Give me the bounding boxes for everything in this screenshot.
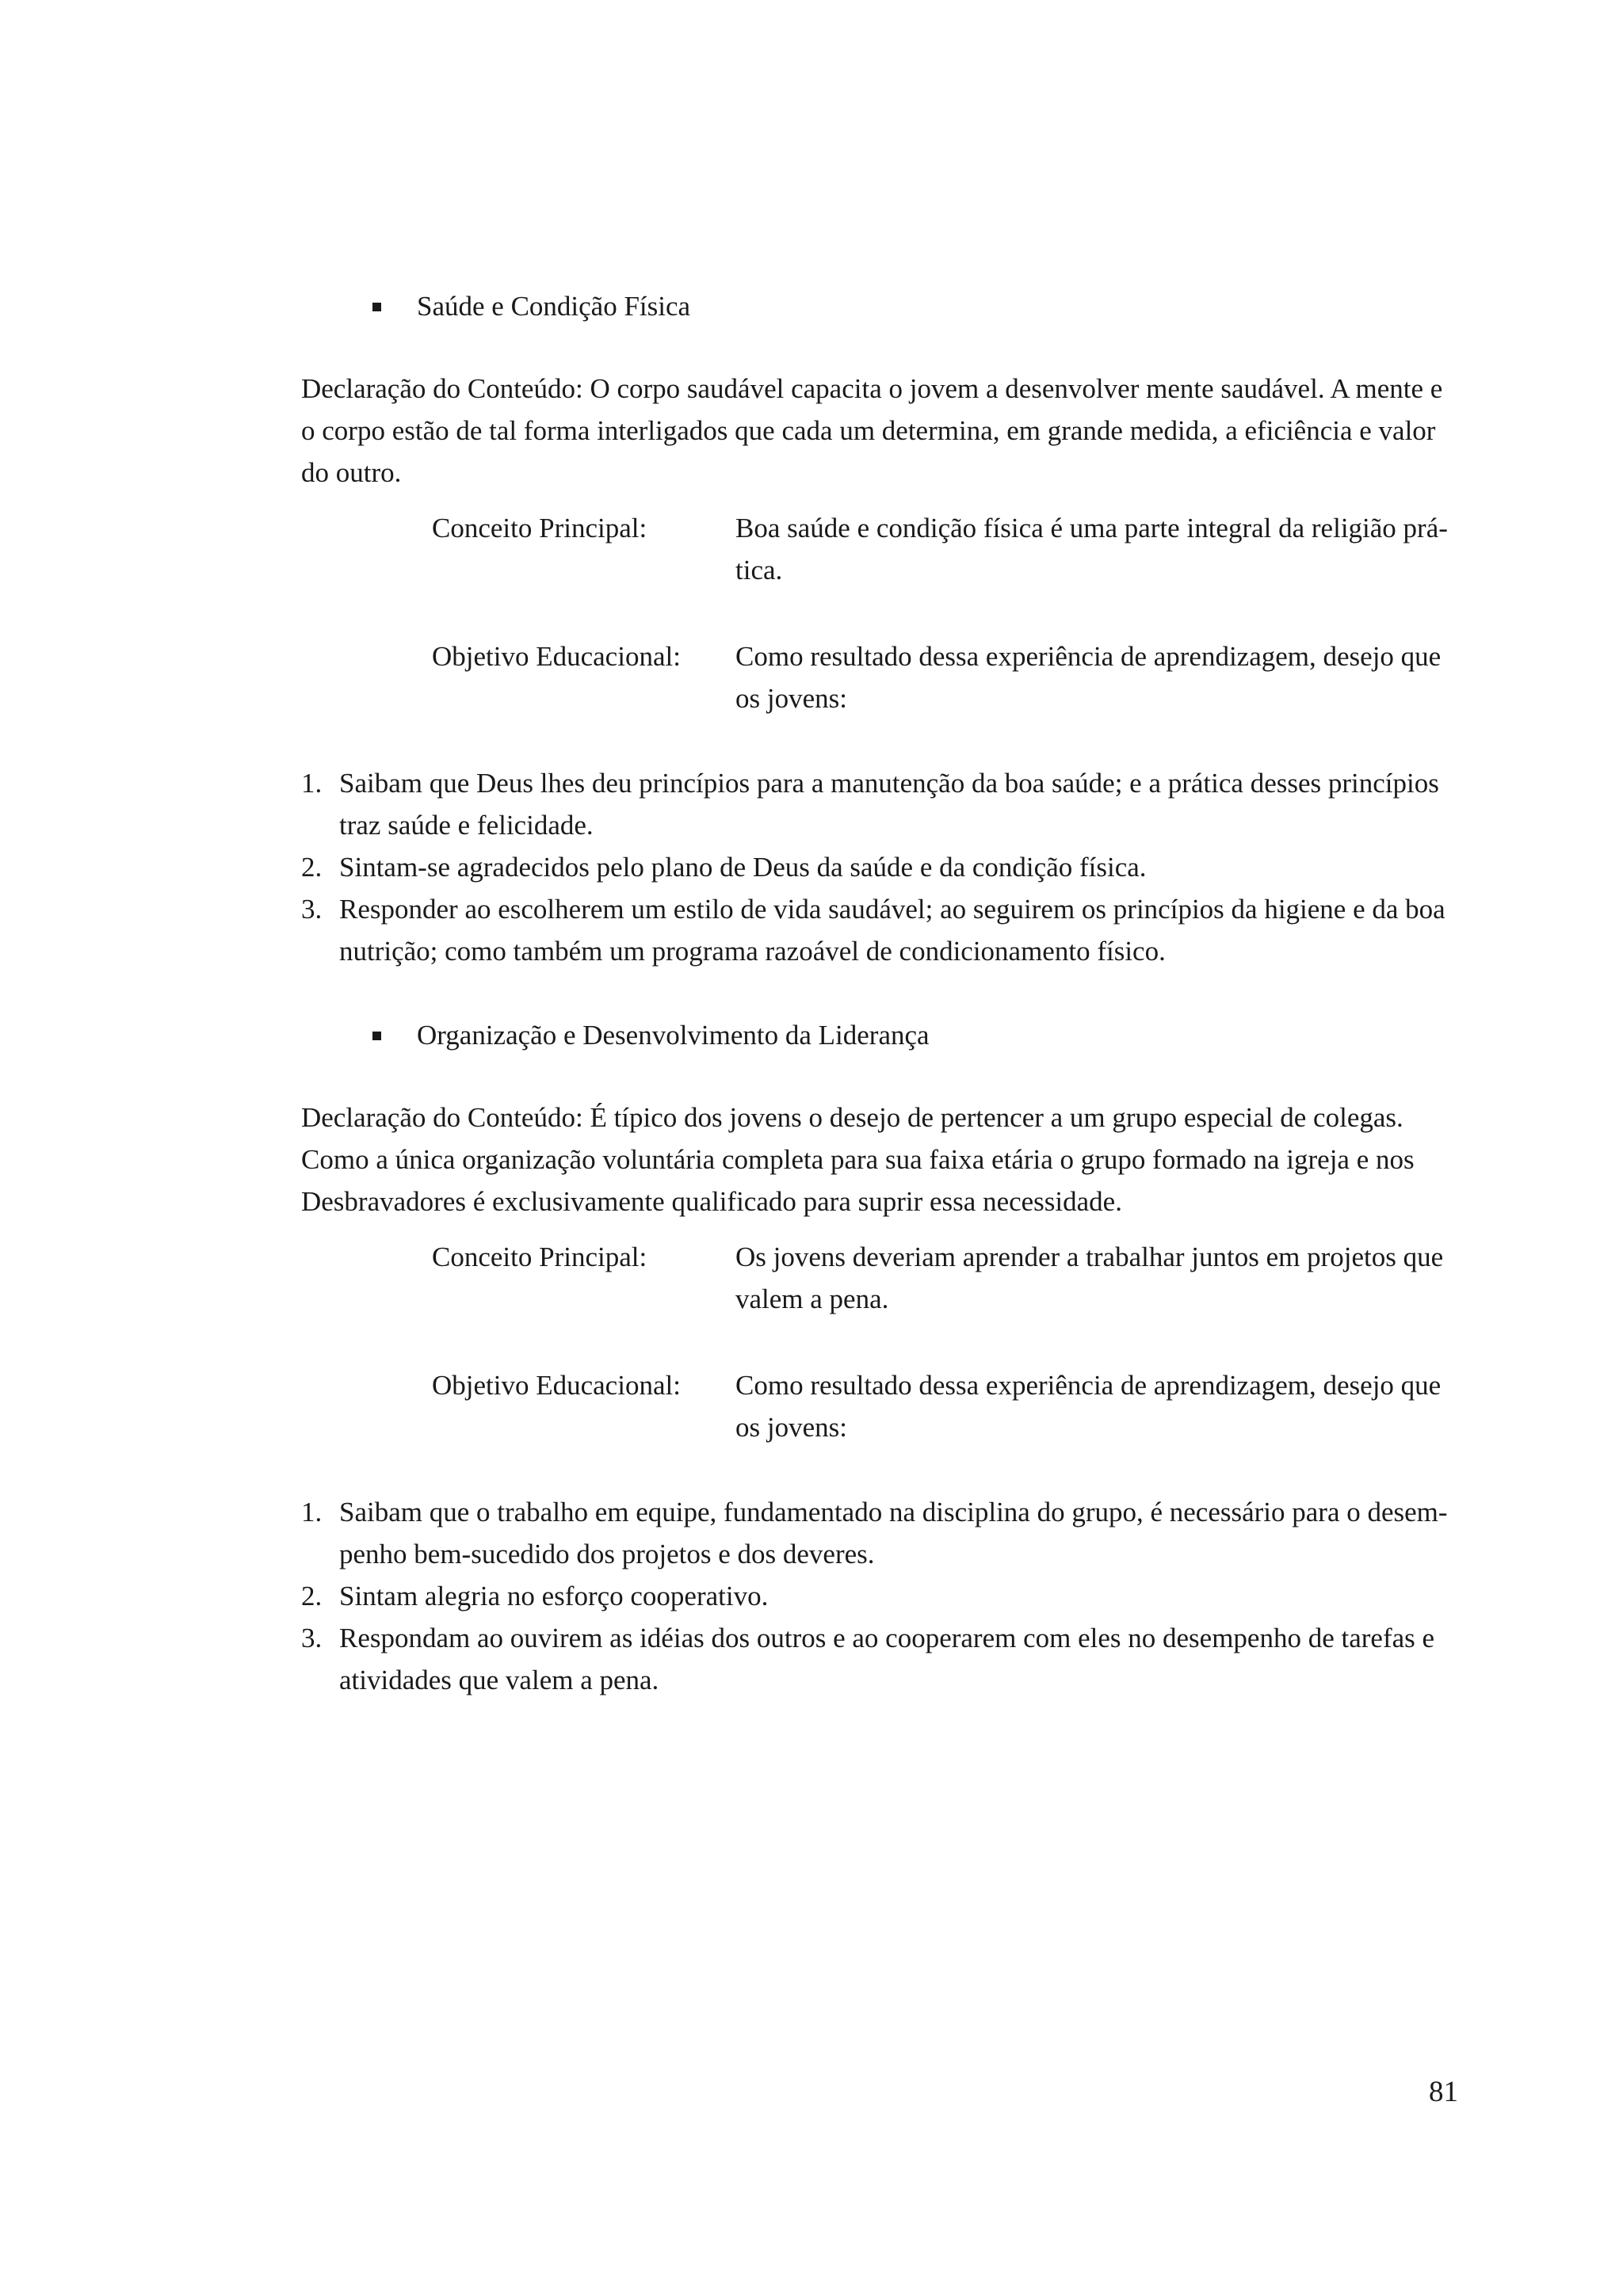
list-item: [301, 1617, 1442, 1701]
content-declaration: [301, 368, 1442, 494]
list-item-line: nutrição; como também um programa razoável de condicionamento físico.: [339, 936, 1166, 967]
content-declaration: [301, 1097, 1442, 1222]
concept-line: Os jovens deveriam aprender a trabalhar juntos em projetos que: [735, 1241, 1444, 1272]
objectives-list: [301, 1491, 1448, 1701]
list-item-line: Saibam que Deus lhes deu princípios para a manutenção da boa saúde; e a prática desses princípios: [339, 768, 1439, 799]
declaration-line: o corpo estão de tal forma interligados que cada um determina, em grande medida, a eficiência e valor: [301, 415, 1436, 446]
list-item-number: 1.: [301, 1497, 323, 1527]
list-item: [301, 888, 1445, 972]
objective-line: Como resultado dessa experiência de aprendizagem, desejo que: [735, 1370, 1442, 1401]
objective-value: [735, 635, 1442, 719]
declaration-line: Como a única organização voluntária completa para sua faixa etária o grupo formado na igreja e nos: [301, 1144, 1415, 1175]
list-item-line: Responder ao escolherem um estilo de vida saudável; ao seguirem os princípios da higiene e da boa: [339, 894, 1445, 925]
objective-line: Como resultado dessa experiência de aprendizagem, desejo que: [735, 641, 1442, 672]
concept-line: valem a pena.: [735, 1283, 889, 1314]
list-item-number: 3.: [301, 894, 323, 925]
page-number: 81: [1429, 2076, 1458, 2108]
square-bullet-icon: [372, 303, 381, 311]
list-item-number: 3.: [301, 1623, 323, 1653]
objective-label: Objetivo Educacional:: [432, 1370, 681, 1401]
objective-label: Objetivo Educacional:: [432, 641, 681, 672]
list-item-line: atividades que valem a pena.: [339, 1665, 659, 1695]
concept-line: tica.: [735, 555, 783, 585]
list-item-number: 1.: [301, 768, 323, 799]
declaration-line: do outro.: [301, 457, 402, 488]
objective-line: os jovens:: [735, 1412, 847, 1443]
declaration-line: Desbravadores é exclusivamente qualificado para suprir essa necessidade.: [301, 1186, 1122, 1217]
concept-line: Boa saúde e condição física é uma parte integral da religião prá-: [735, 513, 1448, 543]
list-item-line: Saibam que o trabalho em equipe, fundamentado na disciplina do grupo, é necessário para o desem-: [339, 1497, 1448, 1527]
list-item-line: penho bem-sucedido dos projetos e dos deveres.: [339, 1539, 875, 1569]
concept-label: Conceito Principal:: [432, 513, 647, 543]
concept-label: Conceito Principal:: [432, 1241, 647, 1272]
section-heading-text: Saúde e Condição Física: [417, 291, 691, 322]
list-item-line: Respondam ao ouvirem as idéias dos outros e ao cooperarem com eles no desempenho de tarefas e: [339, 1623, 1435, 1653]
section-heading-text: Organização e Desenvolvimento da Liderança: [417, 1020, 930, 1051]
list-item-line: Sintam-se agradecidos pelo plano de Deus da saúde e da condição física.: [339, 852, 1147, 883]
list-item-line: Sintam alegria no esforço cooperativo.: [339, 1581, 769, 1611]
declaration-line: Declaração do Conteúdo: O corpo saudável capacita o jovem a desenvolver mente saudável. A mente e: [301, 373, 1443, 404]
objective-value: [735, 1364, 1442, 1448]
objectives-list: [301, 762, 1445, 972]
list-item: [301, 762, 1442, 846]
list-item: [301, 846, 1442, 888]
list-item: [301, 1575, 1442, 1617]
concept-value: [735, 507, 1448, 591]
list-item: [301, 1491, 1448, 1575]
list-item-number: 2.: [301, 852, 323, 883]
declaration-line: Declaração do Conteúdo: É típico dos jovens o desejo de pertencer a um grupo especial de colegas.: [301, 1102, 1403, 1133]
objective-line: os jovens:: [735, 683, 847, 714]
concept-value: [735, 1236, 1444, 1320]
list-item-number: 2.: [301, 1581, 323, 1611]
list-item-line: traz saúde e felicidade.: [339, 810, 594, 841]
square-bullet-icon: [372, 1032, 381, 1040]
